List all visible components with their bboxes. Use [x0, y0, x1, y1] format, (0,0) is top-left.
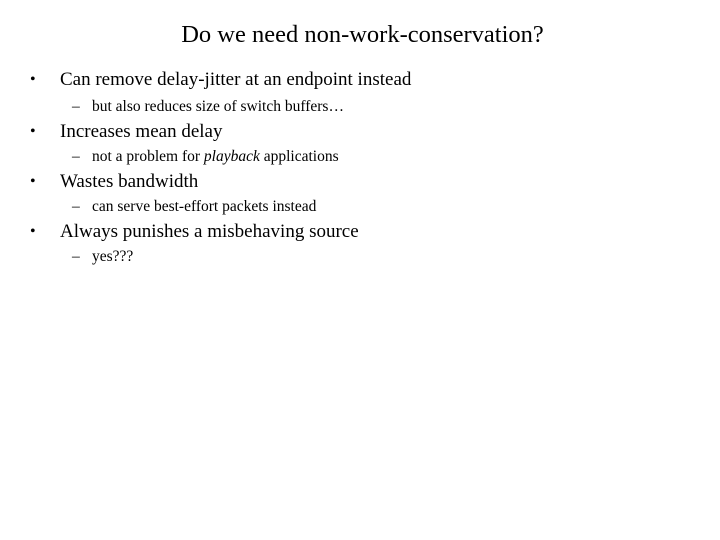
bullet-marker: • — [30, 173, 36, 190]
bullet-marker: • — [30, 123, 36, 140]
sub-bullet-text — [92, 147, 339, 167]
sub-bullet-marker: – — [72, 148, 80, 165]
sub-bullet-text: yes??? — [92, 248, 134, 265]
bullet-text: Can remove delay-jitter at an endpoint instead — [60, 69, 412, 90]
sub-bullet-marker: – — [72, 248, 80, 265]
sub-bullet-emphasis: playback — [203, 148, 260, 165]
sub-bullet-text-end: applications — [259, 148, 339, 165]
slide-title: Do we need non-work-conservation? — [181, 21, 544, 48]
bullet-text: Wastes bandwidth — [60, 171, 199, 192]
bullet-marker: • — [30, 223, 36, 240]
sub-bullet-text: but also reduces size of switch buffers… — [92, 98, 344, 115]
sub-bullet-marker: – — [72, 98, 80, 115]
sub-bullet-text: can serve best-effort packets instead — [92, 198, 317, 215]
bullet-marker: • — [30, 71, 36, 88]
sub-bullet-text-start: not a problem for — [92, 148, 204, 165]
bullet-text: Always punishes a misbehaving source — [60, 221, 359, 242]
bullet-text: Increases mean delay — [60, 121, 223, 142]
sub-bullet-marker: – — [72, 198, 80, 215]
